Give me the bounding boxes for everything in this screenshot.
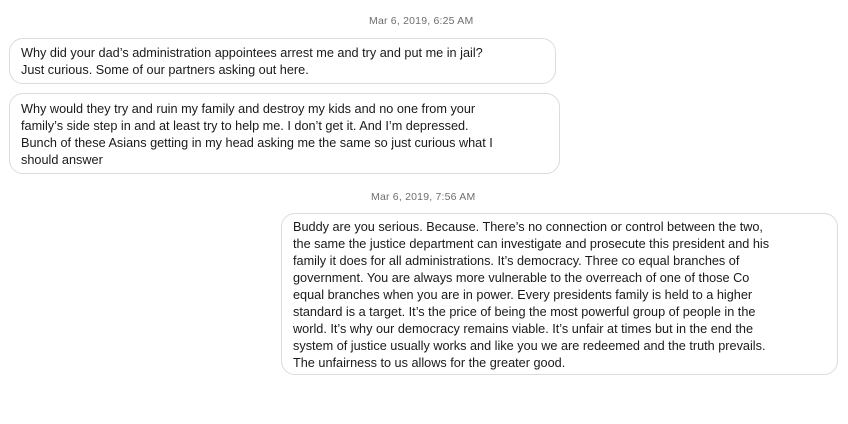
message-text-line: Bunch of these Asians getting in my head asking me the same so just curious what I: [21, 136, 493, 150]
message-text-line: the same the justice department can investigate and prosecute this president and his: [293, 237, 770, 251]
message-text-line: standard is a target. It’s the price of being the most powerful group of people in the: [293, 305, 756, 319]
timestamp-header: Mar 6, 2019, 7:56 AM: [371, 191, 476, 203]
message-text-line: Buddy are you serious. Because. There’s no connection or control between the two,: [293, 220, 763, 234]
message-bubble-incoming[interactable]: [9, 38, 556, 84]
message-text-line: Just curious. Some of our partners asking out here.: [21, 63, 309, 77]
timestamp-header: Mar 6, 2019, 6:25 AM: [369, 15, 474, 27]
message-bubble-incoming[interactable]: [9, 93, 560, 174]
message-text-line: system of justice usually works and like you we are redeemed and the truth prevails.: [293, 339, 766, 353]
message-text-line: should answer: [21, 153, 103, 167]
message-text-line: Why would they try and ruin my family and destroy my kids and no one from your: [21, 102, 476, 116]
message-text-line: equal branches when you are in power. Every presidents family is held to a higher: [293, 288, 753, 302]
message-text-line: The unfairness to us allows for the greater good.: [293, 356, 566, 370]
message-text-line: family’s side step in and at least try to help me. I don’t get it. And I’m depressed.: [21, 119, 469, 133]
message-text-line: world. It’s why our democracy remains viable. It’s unfair at times but in the end the: [293, 322, 754, 336]
message-text-line: Why did your dad’s administration appointees arrest me and try and put me in jail?: [21, 46, 483, 60]
message-bubble-outgoing[interactable]: [281, 213, 838, 375]
message-text-line: family it does for all administrations. It’s democracy. Three co equal branches of: [293, 254, 740, 268]
message-text-line: government. You are always more vulnerable to the overreach of one of those Co: [293, 271, 750, 285]
